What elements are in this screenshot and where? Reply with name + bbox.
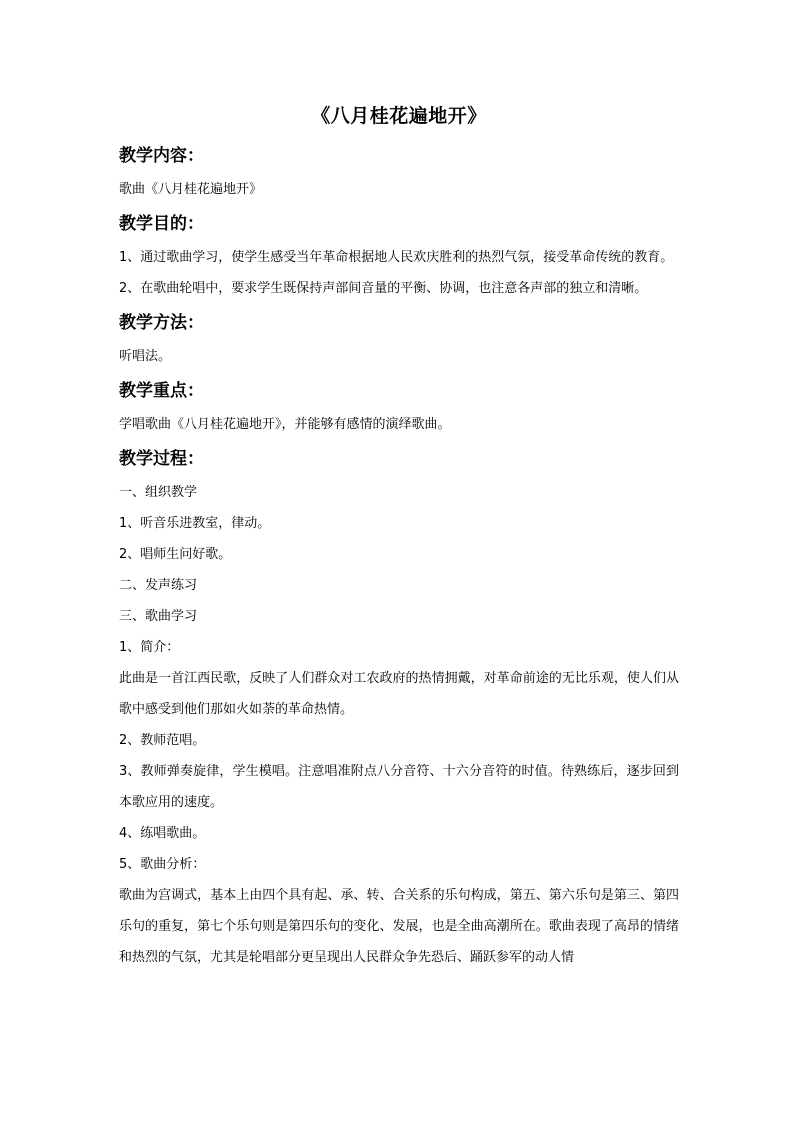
goal-item: 1、通过歌曲学习，使学生感受当年革命根据地人民欢庆胜利的热烈气氛，接受革命传统的教育。 <box>119 250 674 265</box>
section-heading-focus: 教学重点： <box>119 381 204 401</box>
process-line: 此曲是一首江西民歌，反映了人们群众对工农政府的热情拥戴，对革命前途的无比乐观，使人们从歌中感受到他们那如火如荼的革命热情。 <box>119 671 679 717</box>
process-line: 4、练唱歌曲。 <box>119 826 206 841</box>
goal-item: 2、在歌曲轮唱中，要求学生既保持声部间音量的平衡、协调，也注意各声部的独立和清晰。 <box>119 281 648 296</box>
process-line: 2、教师范唱。 <box>119 733 206 748</box>
process-line: 二、发声练习 <box>119 578 198 593</box>
content-text: 歌曲《八月桂花遍地开》 <box>119 182 263 197</box>
section-heading-content: 教学内容： <box>119 146 204 166</box>
process-line: 歌曲为宫调式，基本上由四个具有起、承、转、合关系的乐句构成，第五、第六乐句是第三、第四乐句的重复，第七个乐句则是第四乐句的变化、发展，也是全曲高潮所在。歌曲表现了高昂的情绪和热烈的气氛，尤其是轮唱部分更呈现出人民群众争先恐后、踊跃参军的动人情 <box>119 888 679 965</box>
process-line: 1、简介： <box>119 640 180 655</box>
process-line: 3、教师弹奏旋律，学生模唱。注意唱准附点八分音符、十六分音符的时值。待熟练后，逐步回到本歌应用的速度。 <box>119 764 679 810</box>
section-heading-process: 教学过程： <box>119 449 204 469</box>
process-line: 5、歌曲分析： <box>119 857 206 872</box>
process-line: 2、唱师生问好歌。 <box>119 547 232 562</box>
focus-text: 学唱歌曲《八月桂花遍地开》，并能够有感情的演绎歌曲。 <box>119 417 451 432</box>
method-text: 听唱法。 <box>119 349 172 364</box>
process-line: 1、听音乐进教室，律动。 <box>119 516 271 531</box>
page-title: 《八月桂花遍地开》 <box>311 105 487 127</box>
process-line: 一、组织教学 <box>119 485 198 500</box>
section-heading-goals: 教学目的： <box>119 214 204 234</box>
document-body <box>119 100 679 973</box>
section-heading-method: 教学方法： <box>119 313 204 333</box>
process-line: 三、歌曲学习 <box>119 609 198 624</box>
